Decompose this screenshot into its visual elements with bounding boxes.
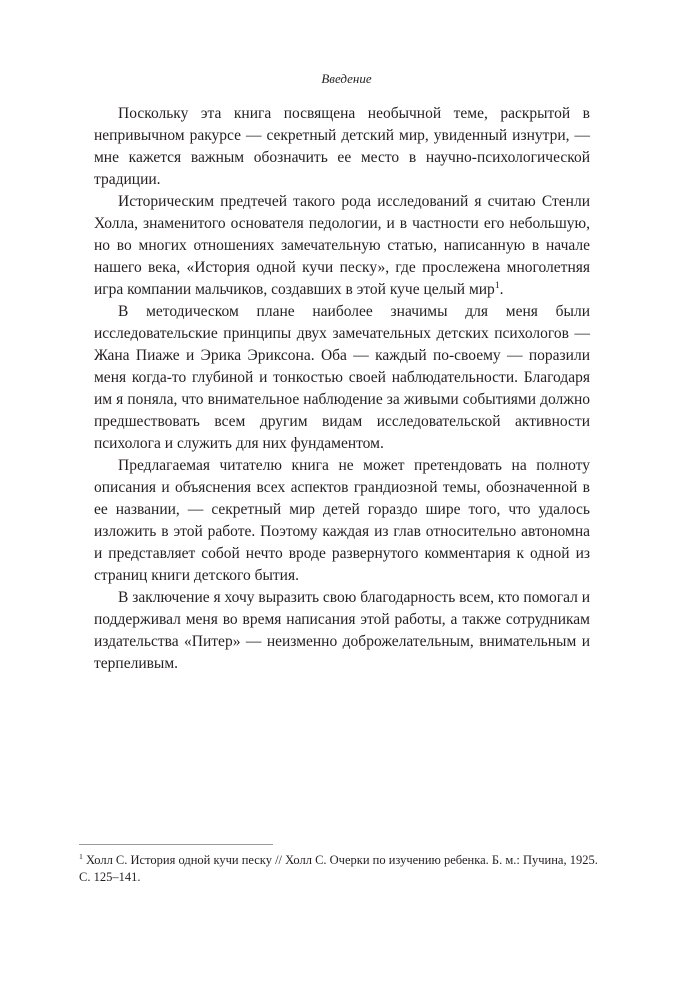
footnote-reference[interactable]: 1	[494, 279, 500, 291]
main-text	[94, 103, 590, 675]
paragraph	[94, 191, 590, 301]
footnote-marker: 1	[79, 851, 83, 861]
paragraph: В методическом плане наиболее значимы для меня были исследовательские принципы двух замечательных детских психологов — Жана Пиаже и Эрика Эриксона. Оба — каждый по-своему — поразили меня когда-то глубиной и тонкостью своей наблюдательности. Благодаря им я поняла, что внимательное наблюдение за живыми событиями должно предшествовать всем другим видам исследовательской активности психолога и служить для них фундаментом.	[94, 303, 590, 452]
paragraph-tail: .	[499, 281, 504, 298]
paragraph: Поскольку эта книга посвящена необычной теме, раскрытой в непривычном ракурсе — секретный детский мир, увиденный изнутри, — мне кажется важным обозначить ее место в научно-психологической традиции.	[94, 105, 590, 188]
paragraph: В заключение я хочу выразить свою благодарность всем, кто помогал и поддерживал меня во время написания этой работы, а также сотрудникам издательства «Питер» — неизменно доброжелательным, внимательным и терпеливым.	[94, 589, 590, 672]
footnote-text: Холл С. История одной кучи песку // Холл С. Очерки по изучению ребенка. Б. м.: Пучина, 1925. С. 125–141.	[79, 853, 598, 884]
paragraph-text: Историческим предтечей такого рода исследований я считаю Стенли Холла, знаменитого основателя педологии, и в частности его небольшую, но во многих отношениях замечательную статью, написанную в начале нашего века, «История одной кучи песку», где прослежена многолетняя игра компании мальчиков, создавших в этой куче целый мир	[94, 193, 590, 298]
footnote-divider	[79, 844, 273, 845]
footnote	[79, 852, 609, 886]
paragraph: Предлагаемая читателю книга не может претендовать на полноту описания и объяснения всех аспектов грандиозной темы, обозначенной в ее названии, — секретный мир детей гораздо шире того, что удалось изложить в этой работе. Поэтому каждая из глав относительно автономна и представляет собой нечто вроде развернутого комментария к одной из страниц книги детского бытия.	[94, 457, 590, 584]
running-head: Введение	[321, 71, 372, 86]
